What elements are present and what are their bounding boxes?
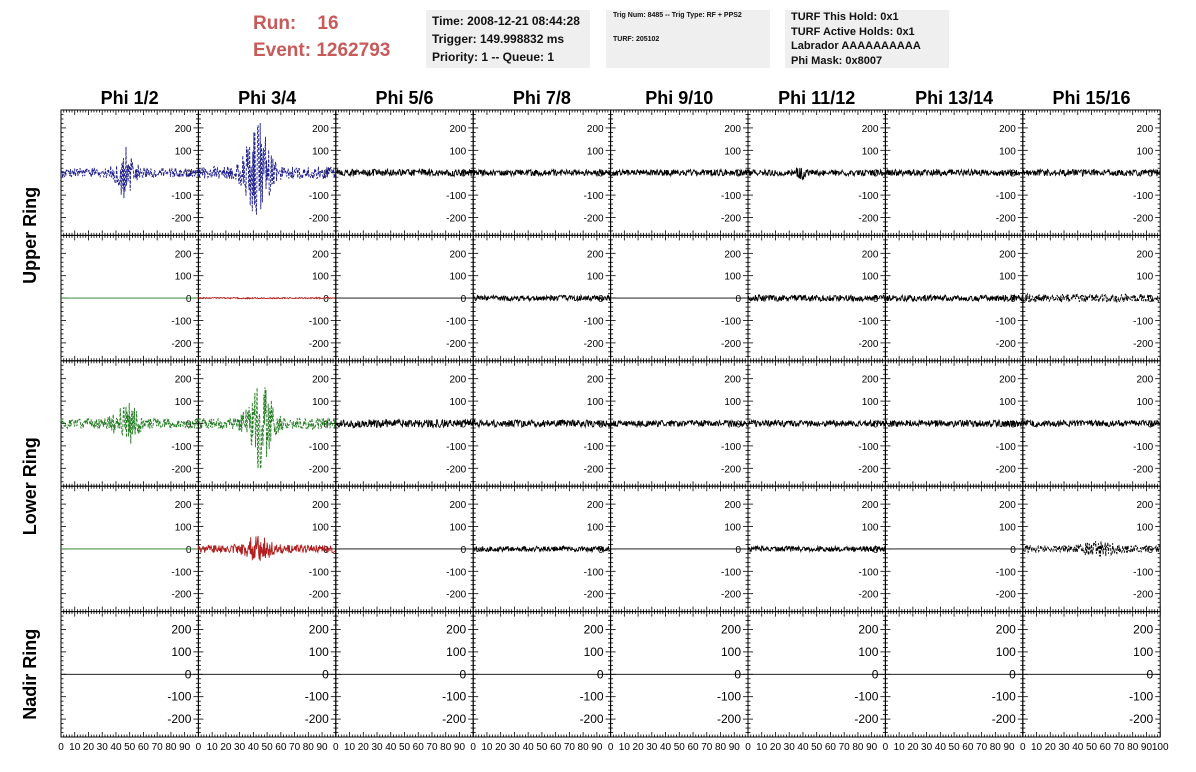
- waveform-panel: [748, 486, 885, 611]
- waveform-trace: [1023, 420, 1160, 426]
- y-tick-label: 0: [1147, 168, 1154, 180]
- y-tick-label: 200: [724, 500, 741, 512]
- y-tick-label: -200: [995, 464, 1016, 476]
- y-tick-label: -100: [308, 441, 329, 453]
- y-tick-label: -100: [583, 316, 604, 328]
- waveform-trace: [611, 170, 748, 176]
- waveform-panel: [1023, 361, 1160, 486]
- y-tick-label: 200: [312, 374, 329, 386]
- y-tick-label: -200: [858, 464, 879, 476]
- y-tick-label: -200: [1133, 213, 1154, 225]
- waveform-trace: [611, 420, 748, 426]
- waveform-trace: [748, 546, 885, 551]
- y-tick-label: -100: [720, 567, 741, 579]
- y-tick-label: 200: [999, 249, 1016, 261]
- y-tick-label: 0: [872, 168, 879, 180]
- y-tick-label: -200: [308, 338, 329, 350]
- y-tick-label: 0: [598, 168, 604, 180]
- y-tick-label: 200: [449, 123, 467, 135]
- waveform-panel: [61, 486, 198, 611]
- y-tick-label: -100: [446, 191, 467, 203]
- y-tick-label: -200: [583, 213, 604, 225]
- event-label: Event:: [253, 40, 312, 61]
- y-tick-label: 100: [586, 522, 604, 534]
- run-label: Run:: [253, 13, 297, 34]
- waveform-panel: [748, 110, 885, 235]
- y-tick-label: 100: [724, 522, 741, 534]
- y-tick-label: -100: [995, 441, 1016, 453]
- y-tick-label: -100: [583, 191, 604, 203]
- y-tick-label: 0: [598, 294, 604, 306]
- column-title: Phi 9/10: [645, 88, 714, 108]
- y-tick-label: 0: [460, 168, 467, 180]
- y-tick-label: 100: [174, 397, 192, 409]
- y-tick-label: -100: [446, 567, 467, 579]
- y-tick-label: 0: [323, 544, 329, 556]
- y-tick-label: -100: [1133, 316, 1154, 328]
- run-value: 16: [317, 13, 339, 34]
- waveform-panel: [611, 361, 748, 486]
- y-tick-label: -200: [1133, 464, 1154, 476]
- y-tick-label: 200: [999, 123, 1016, 135]
- waveform-trace: [748, 420, 885, 426]
- y-tick-label: -100: [858, 567, 879, 579]
- y-tick-label: 200: [449, 500, 467, 512]
- y-tick-label: -200: [171, 589, 192, 601]
- y-tick-label: 100: [724, 146, 741, 158]
- trig-num-text: Trig Num: 8485 -- Trig Type: RF + PPS2: [613, 12, 742, 19]
- y-tick-label: 100: [861, 146, 879, 158]
- y-tick-label: -200: [720, 464, 741, 476]
- y-tick-label: 200: [724, 249, 741, 261]
- y-tick-label: 100: [312, 271, 329, 283]
- y-tick-label: 100: [174, 271, 192, 283]
- y-tick-label: 200: [1136, 374, 1154, 386]
- y-tick-label: -200: [858, 589, 879, 601]
- turf-text: TURF: 205102: [613, 36, 660, 43]
- waveform-panel: [473, 361, 610, 486]
- y-tick-label: 0: [185, 544, 192, 556]
- y-tick-label: 200: [449, 374, 467, 386]
- y-tick-label: 100: [586, 271, 604, 283]
- y-tick-label: -200: [1133, 338, 1154, 350]
- y-tick-label: 0: [735, 544, 741, 556]
- waveform-panel: [198, 110, 335, 235]
- y-tick-label: 200: [312, 249, 329, 261]
- waveform-trace: [1023, 294, 1160, 302]
- y-tick-label: 200: [174, 249, 192, 261]
- y-tick-label: -100: [1133, 191, 1154, 203]
- y-tick-label: 100: [1136, 271, 1154, 283]
- y-tick-label: 100: [312, 146, 329, 158]
- column-title: Phi 11/12: [778, 88, 856, 108]
- y-tick-label: 200: [312, 500, 329, 512]
- waveform-trace: [1023, 169, 1160, 176]
- waveform-panel: [885, 235, 1022, 360]
- y-tick-label: -100: [720, 316, 741, 328]
- waveform-panel: [885, 486, 1022, 611]
- waveform-trace: [748, 295, 885, 301]
- waveform-trace: [61, 403, 198, 444]
- y-tick-label: 200: [861, 500, 879, 512]
- y-tick-label: -100: [995, 316, 1016, 328]
- y-tick-label: 0: [598, 419, 604, 431]
- y-tick-label: -200: [308, 464, 329, 476]
- waveform-panel: [1023, 235, 1160, 360]
- waveform-panel: [473, 235, 610, 360]
- y-tick-label: 100: [174, 146, 192, 158]
- waveform-trace: [473, 546, 610, 551]
- y-tick-label: 200: [724, 123, 741, 135]
- y-tick-label: -200: [583, 464, 604, 476]
- y-tick-label: 100: [312, 397, 329, 409]
- y-tick-label: 0: [735, 168, 741, 180]
- y-tick-label: 200: [861, 123, 879, 135]
- y-tick-label: 200: [586, 249, 604, 261]
- waveform-panel: [336, 235, 473, 360]
- waveform-trace: [336, 169, 473, 176]
- waveform-panel: [336, 361, 473, 486]
- y-tick-label: -100: [720, 441, 741, 453]
- y-tick-label: 200: [586, 374, 604, 386]
- y-tick-label: -100: [171, 567, 192, 579]
- y-tick-label: -200: [995, 213, 1016, 225]
- y-tick-label: 200: [1136, 123, 1154, 135]
- priority-text: Priority: 1 -- Queue: 1: [432, 50, 555, 64]
- waveform-panel: [61, 361, 198, 486]
- waveform-panel: [336, 486, 473, 611]
- y-tick-label: -100: [858, 316, 879, 328]
- y-tick-label: 200: [999, 374, 1016, 386]
- y-tick-label: 100: [449, 271, 467, 283]
- y-tick-label: 200: [312, 123, 329, 135]
- waveform-trace: [198, 536, 335, 561]
- waveform-panel: [198, 235, 335, 360]
- y-tick-label: 100: [586, 397, 604, 409]
- y-tick-label: -100: [583, 567, 604, 579]
- y-tick-label: -200: [171, 338, 192, 350]
- y-tick-label: -200: [583, 338, 604, 350]
- waveform-panel: [748, 235, 885, 360]
- waveform-panel: [885, 110, 1022, 235]
- y-tick-label: -200: [308, 589, 329, 601]
- y-tick-label: -100: [308, 191, 329, 203]
- y-tick-label: -100: [171, 441, 192, 453]
- y-tick-label: -200: [583, 589, 604, 601]
- phi-mask-text: Phi Mask: 0x8007: [791, 54, 883, 67]
- y-tick-label: 100: [1136, 397, 1154, 409]
- y-tick-label: -200: [446, 589, 467, 601]
- y-tick-label: -200: [446, 213, 467, 225]
- y-tick-label: -200: [995, 338, 1016, 350]
- waveform-panel: [198, 486, 335, 611]
- waveform-panel: [885, 361, 1022, 486]
- y-tick-label: 100: [999, 146, 1016, 158]
- y-tick-label: 200: [861, 249, 879, 261]
- y-tick-label: -100: [308, 316, 329, 328]
- column-title: Phi 3/4: [238, 88, 297, 108]
- column-title: Phi 7/8: [512, 88, 571, 108]
- ring-title: Nadir Ring: [20, 628, 40, 720]
- y-tick-label: 0: [185, 168, 192, 180]
- y-tick-label: -100: [583, 441, 604, 453]
- y-tick-label: 0: [598, 544, 604, 556]
- y-tick-label: 200: [174, 374, 192, 386]
- y-tick-label: -200: [720, 338, 741, 350]
- y-tick-label: 0: [460, 544, 467, 556]
- column-title: Phi 13/14: [915, 88, 994, 108]
- y-tick-label: 100: [586, 146, 604, 158]
- y-tick-label: 0: [185, 419, 192, 431]
- waveform-panel: [611, 235, 748, 360]
- waveform-panel: [611, 486, 748, 611]
- waveform-panel: [748, 361, 885, 486]
- y-tick-label: 0: [872, 544, 879, 556]
- y-tick-label: -200: [171, 213, 192, 225]
- waveform-panel: [1023, 110, 1160, 235]
- y-tick-label: -200: [171, 464, 192, 476]
- waveform-trace: [885, 420, 1022, 427]
- y-tick-label: -200: [720, 213, 741, 225]
- labrador-text: Labrador AAAAAAAAAA: [791, 40, 921, 52]
- y-tick-label: 0: [460, 419, 467, 431]
- y-tick-label: 100: [449, 522, 467, 534]
- waveform-panel: [336, 110, 473, 235]
- y-tick-label: -200: [720, 589, 741, 601]
- waveform-panel: [61, 110, 198, 235]
- waveform-panel: [198, 361, 335, 486]
- y-tick-label: 100: [724, 397, 741, 409]
- y-tick-label: -100: [1133, 441, 1154, 453]
- y-tick-label: 200: [174, 123, 192, 135]
- y-tick-label: -200: [446, 464, 467, 476]
- y-tick-label: 0: [872, 294, 879, 306]
- ring-title: Upper Ring: [20, 186, 40, 284]
- y-tick-label: 100: [861, 397, 879, 409]
- y-tick-label: 200: [174, 500, 192, 512]
- trigger-text: Trigger: 149.998832 ms: [432, 32, 565, 46]
- y-tick-label: 100: [861, 271, 879, 283]
- y-tick-label: 100: [999, 397, 1016, 409]
- y-tick-label: -200: [308, 213, 329, 225]
- y-tick-label: -100: [995, 191, 1016, 203]
- waveform-panel: [611, 110, 748, 235]
- y-tick-label: 0: [460, 294, 467, 306]
- y-tick-label: 100: [174, 522, 192, 534]
- column-title: Phi 15/16: [1052, 88, 1131, 108]
- y-tick-label: 0: [323, 168, 329, 180]
- y-tick-label: 200: [724, 374, 741, 386]
- y-tick-label: 200: [449, 249, 467, 261]
- waveform-panel: [473, 110, 610, 235]
- y-tick-label: 100: [999, 271, 1016, 283]
- waveform-trace: [198, 297, 335, 298]
- y-tick-label: 200: [586, 500, 604, 512]
- y-tick-label: -100: [171, 191, 192, 203]
- waveform-trace: [885, 295, 1022, 301]
- waveform-trace: [473, 170, 610, 176]
- y-tick-label: 0: [1010, 419, 1016, 431]
- waveform-panel: [473, 486, 610, 611]
- waveform-trace: [473, 420, 610, 427]
- y-tick-label: -100: [858, 441, 879, 453]
- column-title: Phi 1/2: [100, 88, 159, 108]
- y-tick-label: 0: [1147, 419, 1154, 431]
- y-tick-label: 0: [323, 419, 329, 431]
- y-tick-label: -100: [171, 316, 192, 328]
- y-tick-label: -200: [446, 338, 467, 350]
- turf-active-holds-text: TURF Active Holds: 0x1: [791, 25, 915, 38]
- y-tick-label: -200: [858, 213, 879, 225]
- y-tick-label: 100: [449, 397, 467, 409]
- y-tick-label: -100: [858, 191, 879, 203]
- y-tick-label: 0: [1010, 294, 1016, 306]
- y-tick-label: -100: [308, 567, 329, 579]
- y-tick-label: 100: [312, 522, 329, 534]
- y-tick-label: 0: [1010, 168, 1016, 180]
- waveform-trace: [885, 170, 1022, 176]
- ring-title: Lower Ring: [20, 437, 40, 536]
- waveform-trace: [473, 295, 610, 300]
- y-tick-label: 200: [1136, 249, 1154, 261]
- y-tick-label: 0: [735, 419, 741, 431]
- y-tick-label: -100: [446, 316, 467, 328]
- waveform-trace: [336, 420, 473, 428]
- waveform-trace: [748, 168, 885, 180]
- y-tick-label: -200: [858, 338, 879, 350]
- y-tick-label: 100: [449, 146, 467, 158]
- y-tick-label: -100: [720, 191, 741, 203]
- y-tick-label: 0: [323, 294, 329, 306]
- y-tick-label: 0: [872, 419, 879, 431]
- event-value: 1262793: [316, 40, 391, 61]
- y-tick-label: 200: [586, 123, 604, 135]
- column-title: Phi 5/6: [375, 88, 434, 108]
- y-tick-label: -100: [446, 441, 467, 453]
- y-tick-label: 0: [1147, 294, 1154, 306]
- waveform-panel: [61, 235, 198, 360]
- y-tick-label: 0: [185, 294, 192, 306]
- y-tick-label: 100: [1136, 146, 1154, 158]
- turf-this-hold-text: TURF This Hold: 0x1: [791, 11, 899, 23]
- time-text: Time: 2008-12-21 08:44:28: [432, 14, 580, 28]
- y-tick-label: 100: [724, 271, 741, 283]
- y-tick-label: 200: [861, 374, 879, 386]
- y-tick-label: 100: [861, 522, 879, 534]
- y-tick-label: 0: [735, 294, 741, 306]
